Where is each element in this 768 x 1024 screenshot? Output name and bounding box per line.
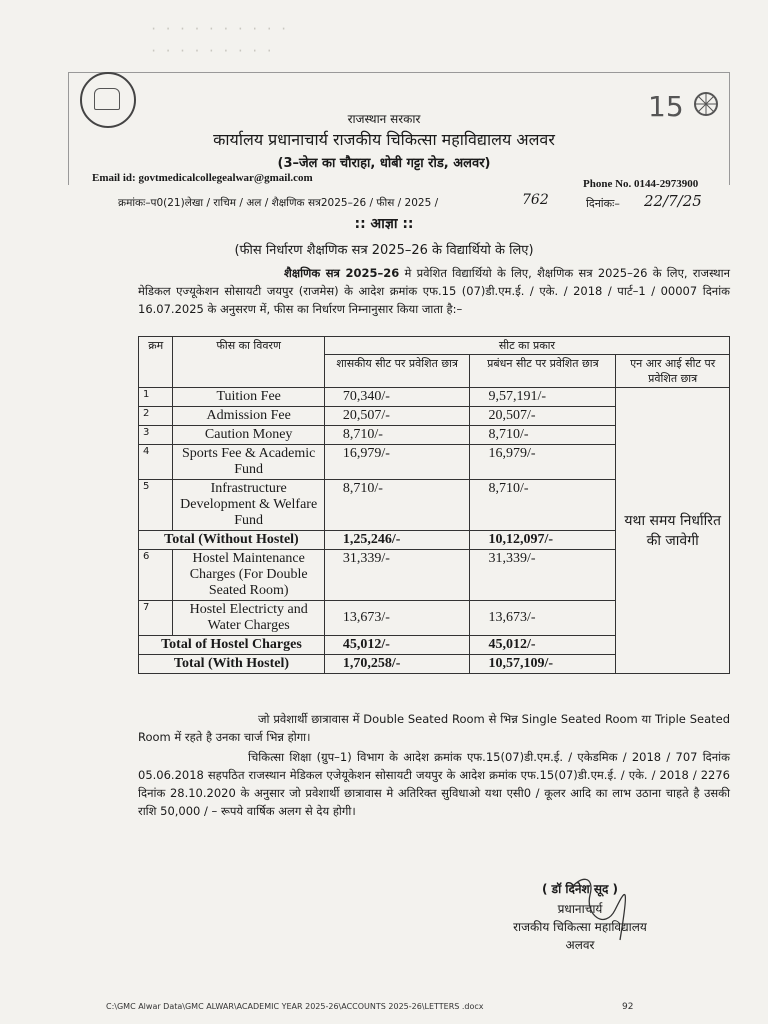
row-item: Hostel Electricty and Water Charges xyxy=(173,601,324,636)
office-title: कार्यालय प्रधानाचार्य राजकीय चिकित्सा महाविद्यालय अलवर xyxy=(213,130,555,149)
handwritten-number: 762 xyxy=(522,192,549,208)
row-item: Caution Money xyxy=(173,426,324,445)
row-mgmt: 8,710/- xyxy=(470,426,616,445)
total-hostel-govt: 45,012/- xyxy=(324,636,470,655)
page-number: 92 xyxy=(622,1002,634,1012)
total-without-label: Total (Without Hostel) xyxy=(139,531,325,550)
footer-file-path: C:\GMC Alwar Data\GMC ALWAR\ACADEMIC YEAR 2025-26\ACCOUNTS 2025-26\LETTERS .docx xyxy=(106,1002,484,1011)
row-sn: 3 xyxy=(139,426,173,445)
total-without-govt: 1,25,246/- xyxy=(324,531,470,550)
row-item: Sports Fee & Academic Fund xyxy=(173,445,324,480)
signature-scribble xyxy=(560,870,650,954)
col-mgmt-header: प्रबंधन सीट पर प्रवेशित छात्र xyxy=(470,355,616,388)
col-nri-header: एन आर आई सीट पर प्रवेशित छात्र xyxy=(616,355,730,388)
handwritten-date: 22/7/25 xyxy=(644,192,702,210)
note-paragraph-1: जो प्रवेशार्थी छात्रावास में Double Seated Room से भिन्न Single Seated Room या Triple Seated Room में रहते है उनका चार्ज भिन्न होगा। xyxy=(138,712,730,744)
signatory-name: ( डॉ दिनेश सूद ) xyxy=(542,882,618,896)
row-govt: 20,507/- xyxy=(324,407,470,426)
row-govt: 70,340/- xyxy=(324,388,470,407)
nri-note: यथा समय निर्धारित की जावेगी xyxy=(616,388,730,674)
row-govt: 31,339/- xyxy=(324,550,470,601)
intro-bold: शैक्षणिक सत्र 2025–26 xyxy=(284,266,400,280)
note-paragraph-2: चिकित्सा शिक्षा (ग्रुप–1) विभाग के आदेश क्रमांक एफ.15(07)डी.एम.ई. / एकेडमिक / 2018 / 707 दिनांक 05.06.2018 सहपठित राजस्थान मेडिकल एजेयूकेशन सोसायटी जयपुर के आदेश क्रमांक एफ.15(07)डी.एम.ई. / एके. / 2018 / 2276 दिनांक 28.10.2020 के अनुसार जो प्रवेशार्थी छात्रावास मे अतिरिक्त सुविधाओ यथा एसी0 / कूलर आदि का लाभ उठाना चाहते है उसकी राशि 50,000 / – रूपये वार्षिक अलग से देय होगी। xyxy=(138,750,730,818)
row-mgmt: 20,507/- xyxy=(470,407,616,426)
order-intro xyxy=(138,264,730,318)
row-item: Hostel Maintenance Charges (For Double Seated Room) xyxy=(173,550,324,601)
row-sn: 7 xyxy=(139,601,173,636)
order-subtitle: (फीस निर्धारण शैक्षणिक सत्र 2025–26 के विद्यार्थियो के लिए) xyxy=(234,243,534,258)
row-item: Tuition Fee xyxy=(173,388,324,407)
svg-text:15: 15 xyxy=(648,90,684,123)
row-mgmt: 31,339/- xyxy=(470,550,616,601)
bleed-through-text: · · · · · · · · · · xyxy=(150,22,288,36)
fee-table xyxy=(138,336,730,674)
row-govt: 13,673/- xyxy=(324,601,470,636)
email-line: Email id: govtmedicalcollegealwar@gmail.com xyxy=(92,172,313,184)
row-sn: 2 xyxy=(139,407,173,426)
total-with-govt: 1,70,258/- xyxy=(324,655,470,674)
phone-line: Phone No. 0144-2973900 xyxy=(583,178,699,190)
row-mgmt: 9,57,191/- xyxy=(470,388,616,407)
col-govt-header: शासकीय सीट पर प्रवेशित छात्र xyxy=(324,355,470,388)
row-mgmt: 16,979/- xyxy=(470,445,616,480)
col-desc-header: फीस का विवरण xyxy=(173,337,324,388)
total-hostel-mgmt: 45,012/- xyxy=(470,636,616,655)
date-label: दिनांकः– xyxy=(586,197,620,210)
intro-text: मे प्रवेशित विद्यार्थियो के लिए, शैक्षणिक सत्र 2025–26 के लिए, राजस्थान मेडिकल एज्यूकेशन सोसायटी जयपुर (राजमेस) के आदेश क्रमांक एफ.15 (07)डी.एम.ई. / एके. / 2018 / पार्ट–1 / 00007 दिनांक 16.07.2025 के अनुसरण में, फीस का निर्धारण निम्नानुसार किया जाता है:– xyxy=(138,266,730,316)
row-govt: 8,710/- xyxy=(324,480,470,531)
bleed-through-text: · · · · · · · · · xyxy=(150,44,273,58)
total-hostel-label: Total of Hostel Charges xyxy=(139,636,325,655)
row-govt: 16,979/- xyxy=(324,445,470,480)
col-group-header: सीट का प्रकार xyxy=(324,337,729,355)
govt-name: राजस्थान सरकार xyxy=(347,112,421,126)
row-govt: 8,710/- xyxy=(324,426,470,445)
row-item: Admission Fee xyxy=(173,407,324,426)
col-sn-header: क्रम xyxy=(139,337,173,388)
row-mgmt: 8,710/- xyxy=(470,480,616,531)
table-row xyxy=(139,388,730,407)
reference-number: क्रमांकः–प0(21)लेखा / राचिम / अल / शैक्षणिक सत्र2025–26 / फीस / 2025 / xyxy=(118,197,439,209)
signatory-institution: राजकीय चिकित्सा महाविद्यालय xyxy=(513,920,647,934)
row-sn: 1 xyxy=(139,388,173,407)
office-address: (3–जेल का चौराहा, धोबी गट्टा रोड, अलवर) xyxy=(277,156,491,171)
total-with-mgmt: 10,57,109/- xyxy=(470,655,616,674)
row-sn: 4 xyxy=(139,445,173,480)
total-with-label: Total (With Hostel) xyxy=(139,655,325,674)
row-sn: 5 xyxy=(139,480,173,531)
signatory-place: अलवर xyxy=(565,938,595,952)
row-sn: 6 xyxy=(139,550,173,601)
row-mgmt: 13,673/- xyxy=(470,601,616,636)
total-without-mgmt: 10,12,097/- xyxy=(470,531,616,550)
signatory-designation: प्रधानाचार्य xyxy=(557,902,603,916)
row-item: Infrastructure Development & Welfare Fund xyxy=(173,480,324,531)
order-title: :: आज्ञा :: xyxy=(354,216,414,232)
